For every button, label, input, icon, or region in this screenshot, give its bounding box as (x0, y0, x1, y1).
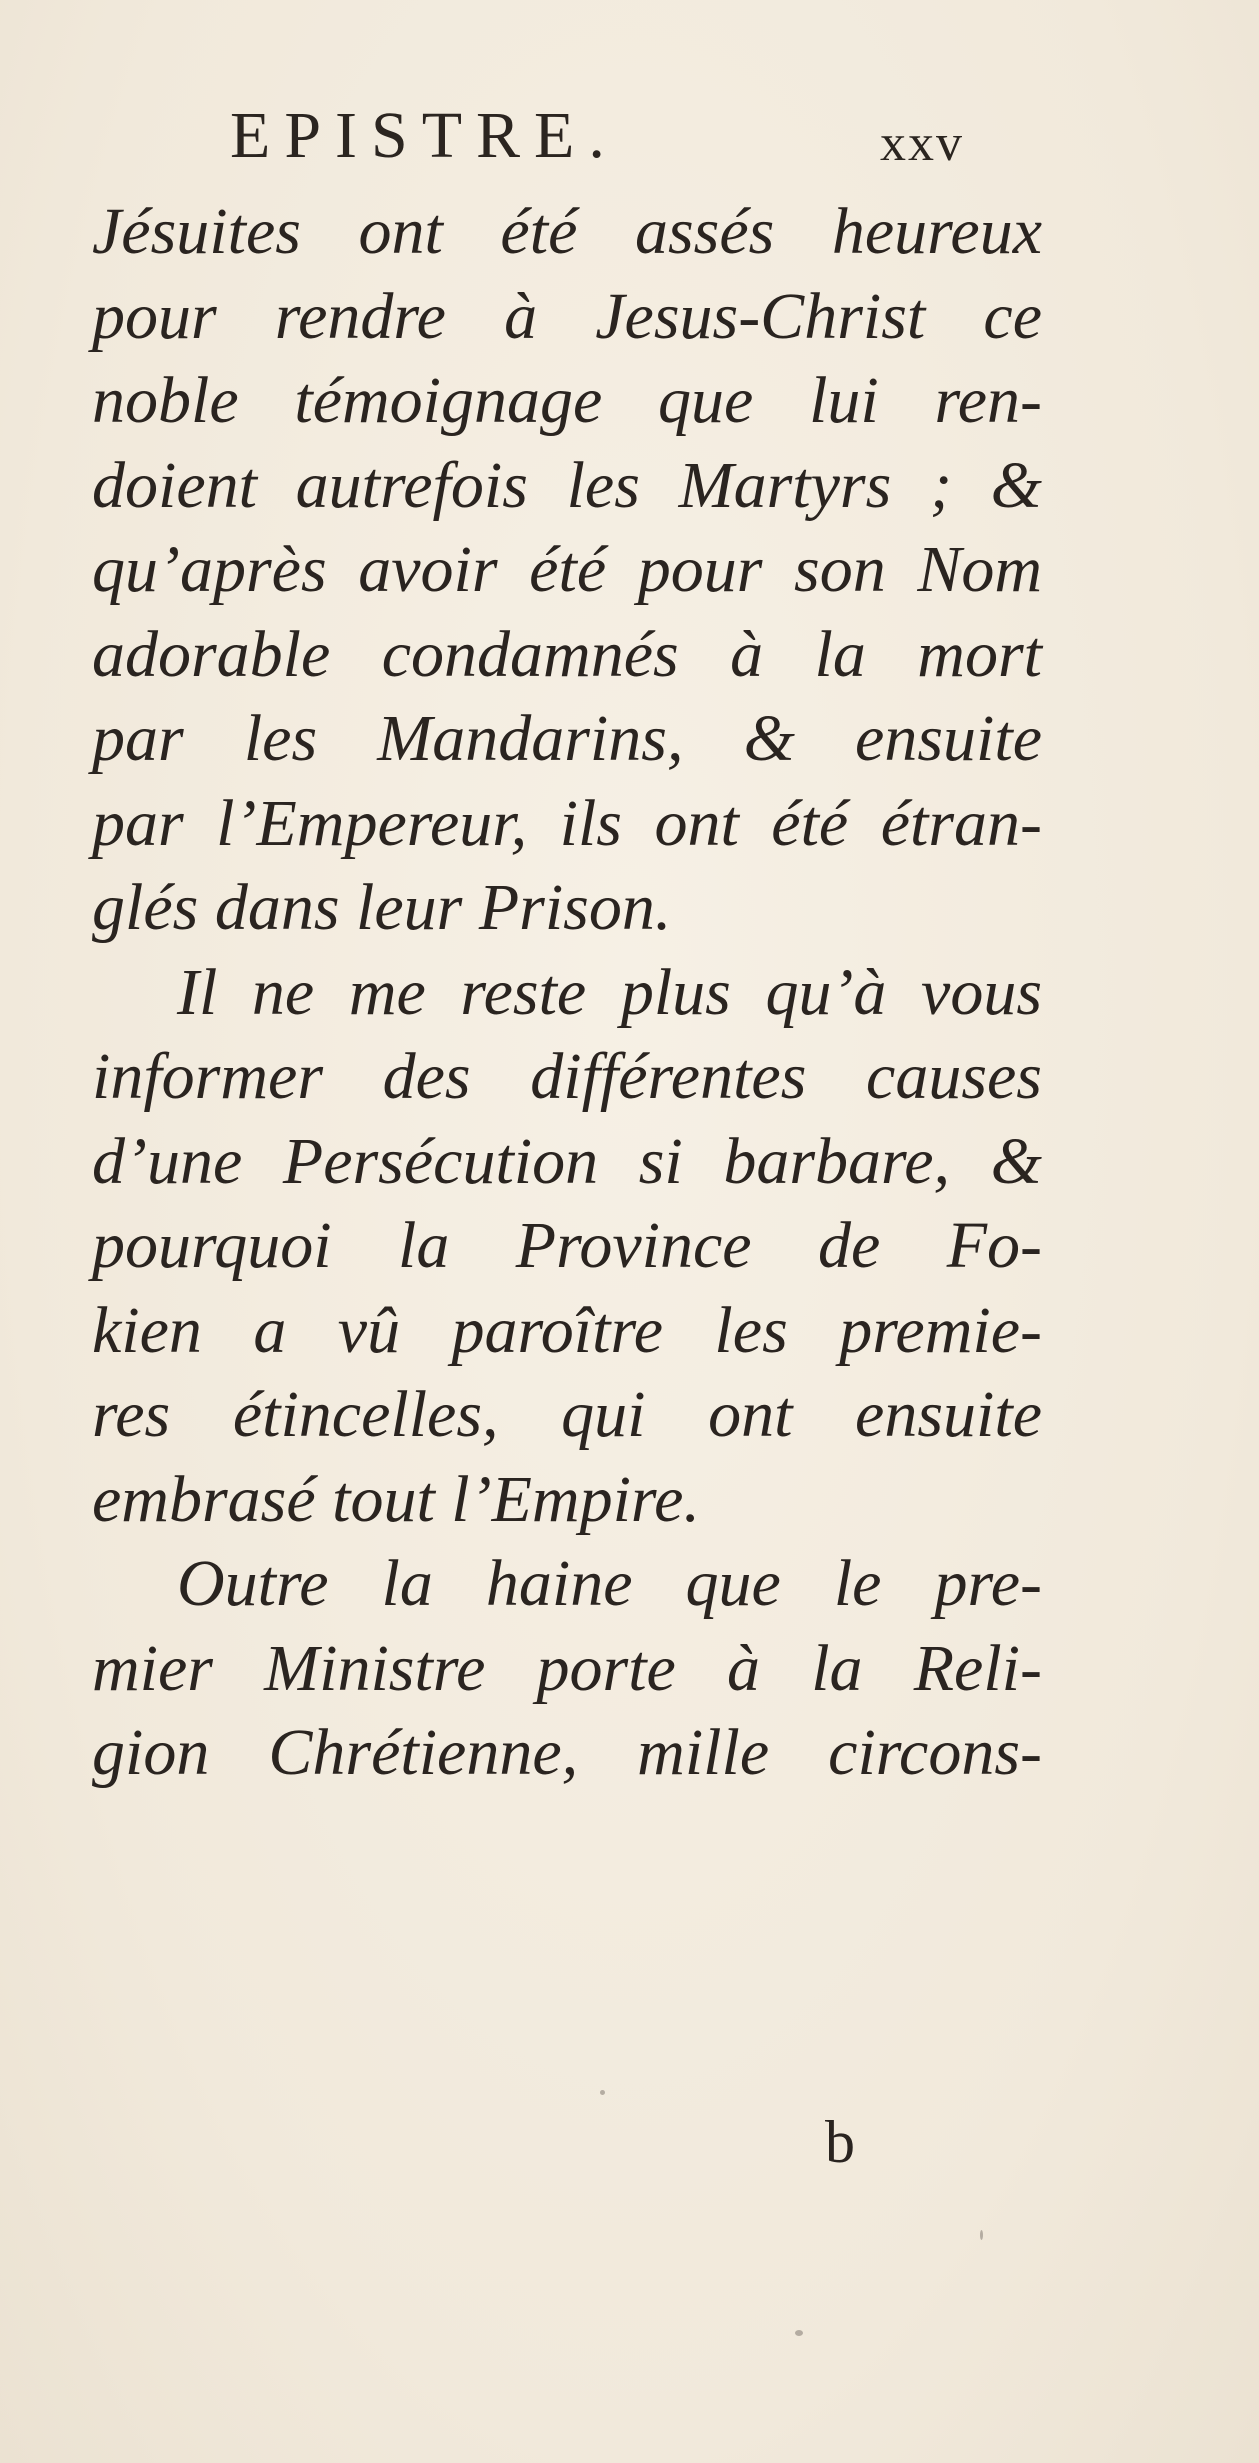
text-line: glés dans leur Prison. (92, 871, 672, 944)
paper-speck (980, 2230, 983, 2240)
text-line: mier Ministre porte à la Reli- (92, 1631, 1042, 1705)
text-line: Jésuites ont été assés heureux (92, 195, 1042, 268)
text-line: informer des différentes causes (92, 1040, 1042, 1113)
signature-mark: b (825, 2109, 855, 2175)
text-line: doient autrefois les Martyrs ; & (92, 448, 1042, 522)
text-line: gion Chrétienne, mille circons- (92, 1716, 1042, 1789)
text-line: d’une Persécution si barbare, & (92, 1124, 1042, 1198)
running-head (230, 98, 1090, 178)
text-line: par les Mandarins, & ensuite (92, 702, 1042, 775)
text-line: par l’Empereur, ils ont été étran- (92, 786, 1042, 860)
body-text (92, 190, 1042, 1796)
text-line: pourquoi la Province de Fo- (92, 1209, 1042, 1282)
text-line: noble témoignage que lui ren- (92, 364, 1042, 437)
text-line: res étincelles, qui ont ensuite (92, 1378, 1042, 1451)
page-number: xxv (880, 115, 964, 172)
text-line: pour rendre à Jesus-Christ ce (92, 279, 1042, 353)
text-line: qu’après avoir été pour son Nom (92, 533, 1042, 606)
paper-speck (600, 2090, 605, 2095)
text-line: kien a vû paroître les premie- (92, 1293, 1042, 1367)
paper-speck (795, 2330, 803, 2336)
running-title: EPISTRE. (230, 99, 619, 172)
paragraph-first-line: Il ne me reste plus qu’à vous (177, 955, 1042, 1029)
paragraph-first-line: Outre la haine que le pre- (177, 1547, 1042, 1620)
text-line: adorable condamnés à la mort (92, 617, 1042, 691)
text-line: embrasé tout l’Empire. (92, 1462, 700, 1536)
